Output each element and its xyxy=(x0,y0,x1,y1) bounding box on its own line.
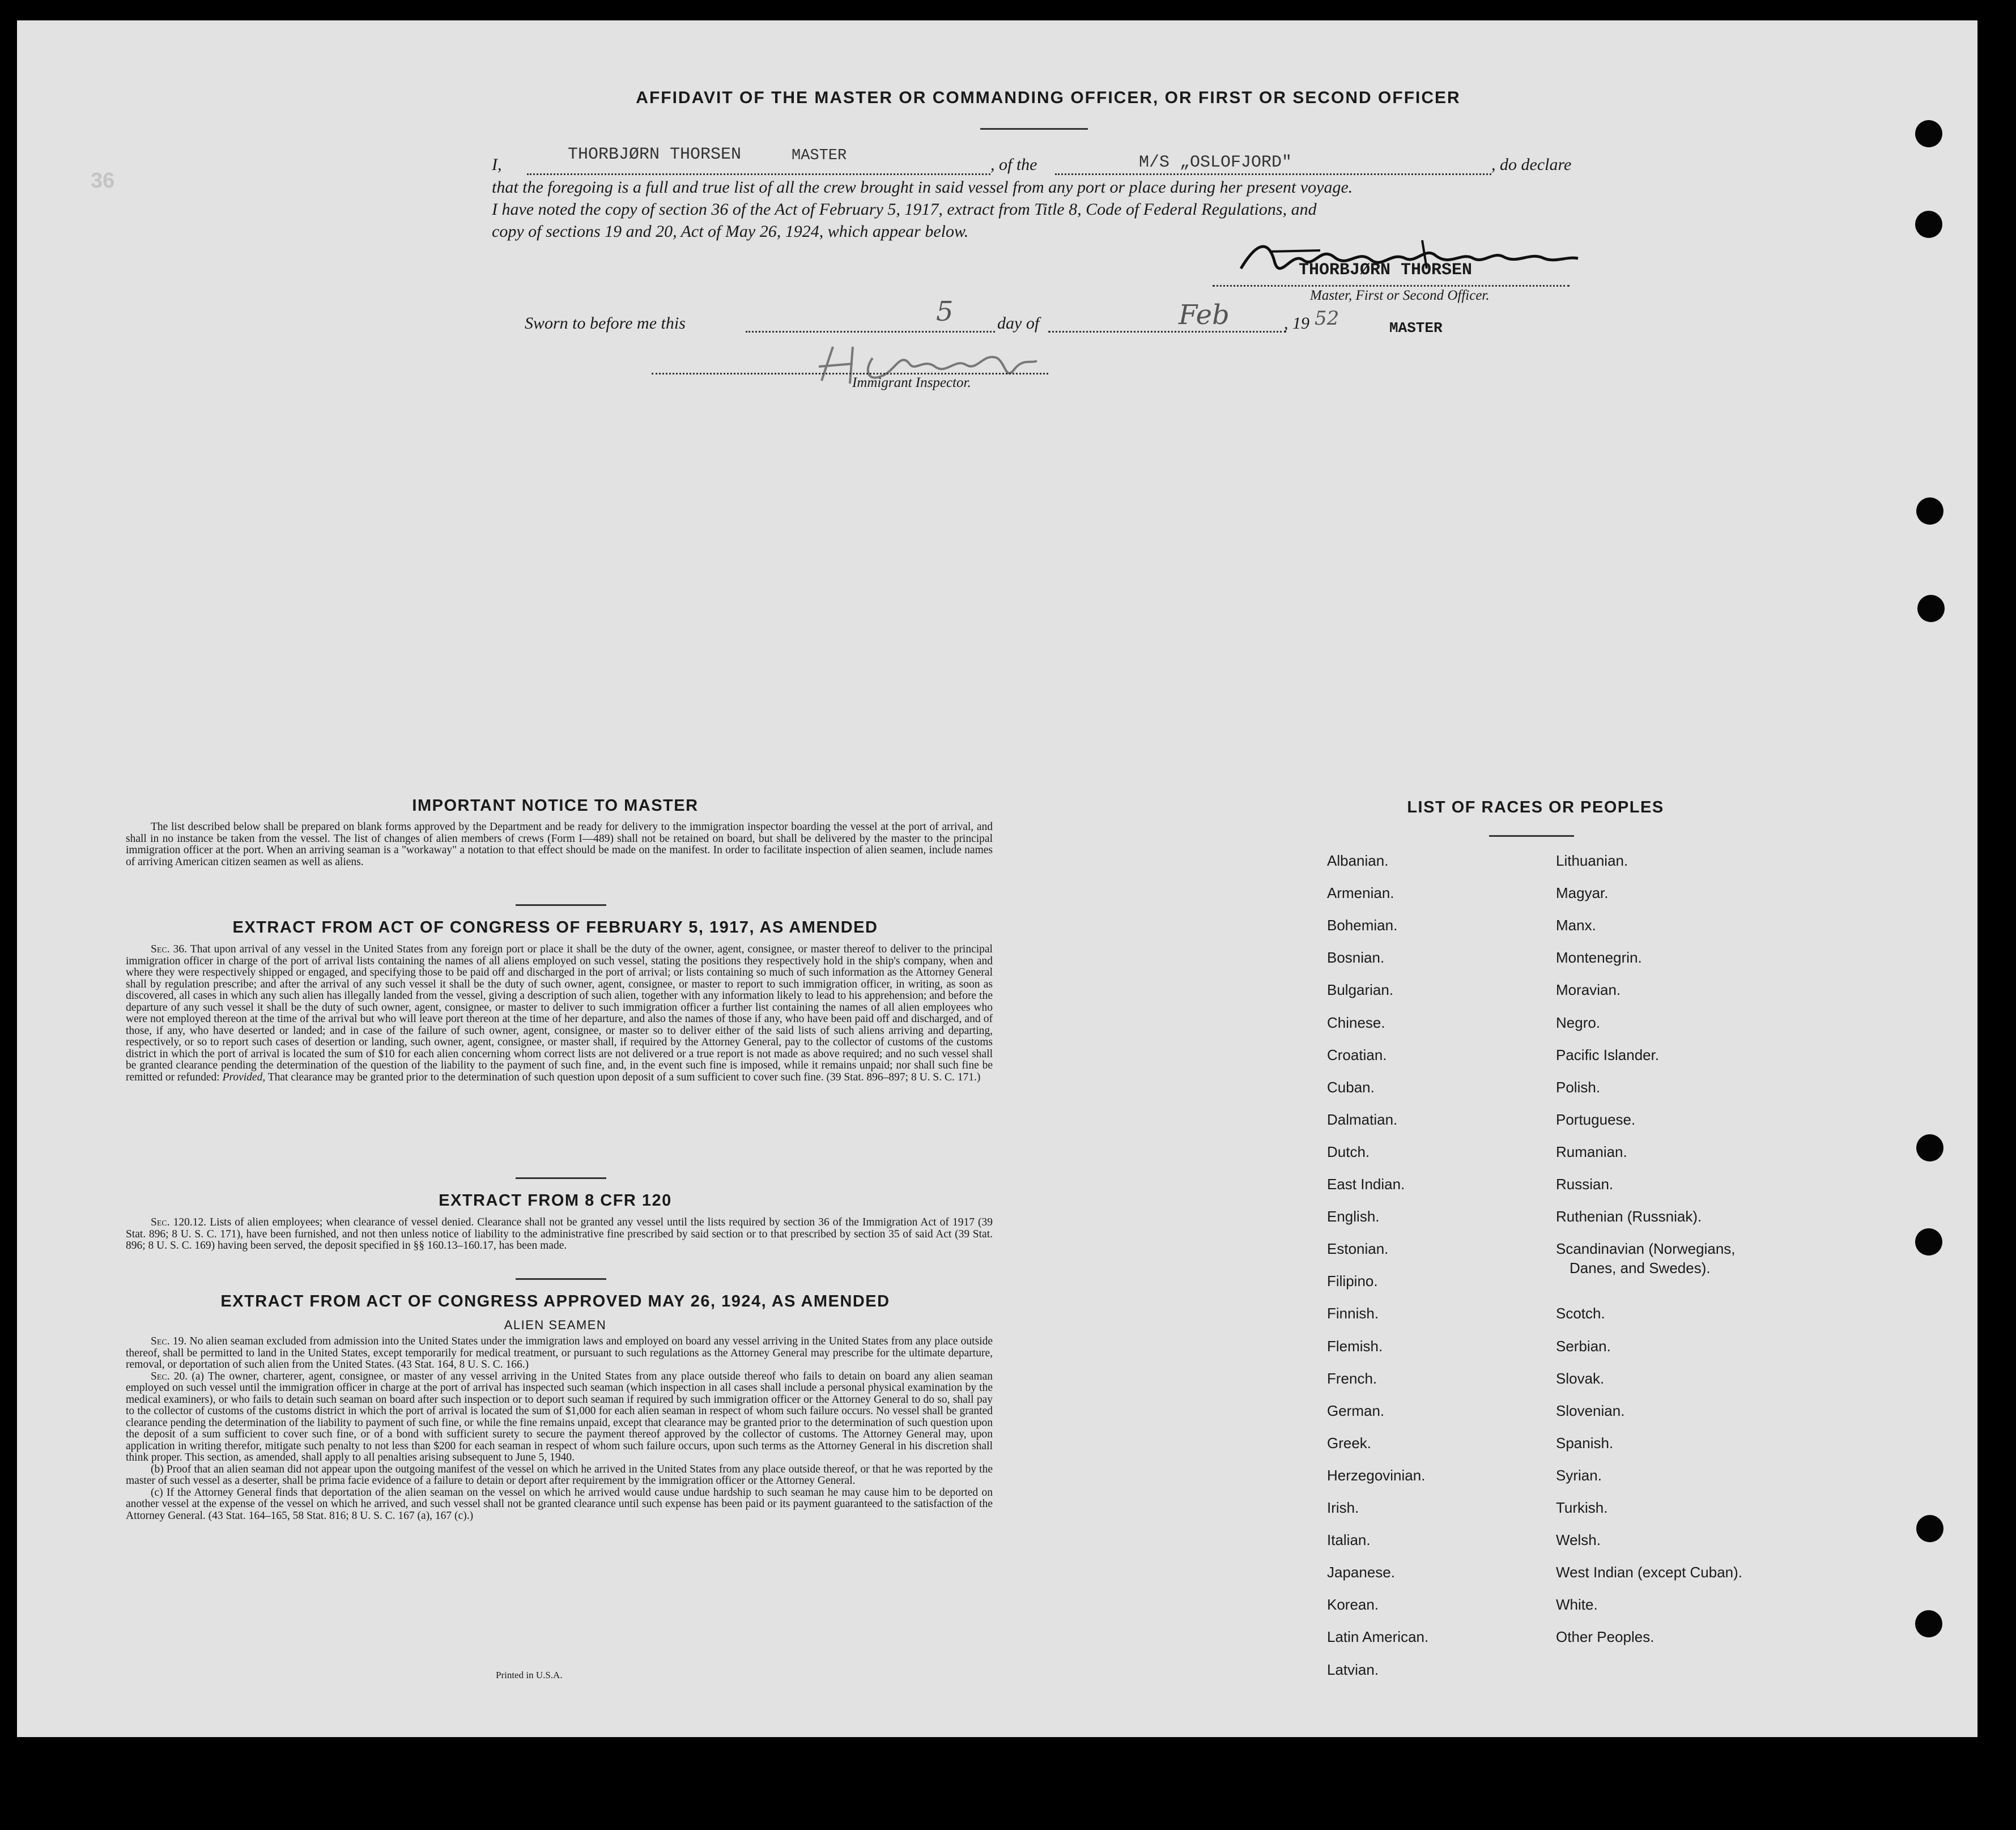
race-item: Irish. xyxy=(1327,1499,1359,1516)
race-item: Scotch. xyxy=(1556,1305,1605,1322)
race-item: Slovak. xyxy=(1556,1369,1605,1387)
race-item: Filipino. xyxy=(1327,1273,1378,1290)
race-item: Bulgarian. xyxy=(1327,981,1394,999)
race-item: Negro. xyxy=(1556,1014,1601,1031)
sec-36-text: That upon arrival of any vessel in the United States from any foreign port or place it shall be the duty of the owner, agent, consignee, or master thereof to deliver to the principal immigration officer in charge of the port of arrival lists containing the names of all aliens employed on such vessel, stating the positions they respectively hold in the ship's company, when and where they were respectively shipped or engaged, and specifying those to be paid off and discharged in the port of arrival; or lists containing so much of such information as the Attorney General shall by regulation prescribe; and after the arrival of any such vessel it shall be the duty of such owner, agent, consignee, or master to report to such immigration officer, in writing, as soon as discovered, all cases in which any such alien has illegally landed from the vessel, giving a description of such alien, together with any information likely to lead to his apprehension; and before the departure of any such vessel it shall be the duty of such owner, agent, consignee, or master to deliver to such immigration officer a further list containing the names of all alien employees who were not employed thereon at the time of the arrival but who will leave port thereon at the time of her departure, and also the names of those if any, who have been paid off and discharged, and of those, if any, who have deserted or landed; and in case of the failure of such owner, agent, consignee, or master so to deliver either of the said lists of such aliens arriving and departing, respectively, or so to report such cases of desertion or landing, such owner, agent, consignee, or master shall, if required by the Attorney General, pay to the collector of customs of the customs district in which the port of arrival is located the sum of $10 for each alien concerning whom correct lists are not delivered or a true report is not made as above required; and no such vessel shall be granted clearance pending the determination of the question of the liability to the payment of such fine, and, in the event such fine is imposed, while it remains unpaid; nor shall such fine be remitted or refunded: xyxy=(126,943,993,1083)
signature-dotted-line xyxy=(1213,285,1570,287)
sec-19-label: Sec. 19. xyxy=(151,1335,187,1347)
extract-1917-body xyxy=(126,944,993,1083)
sec-20c-text: (c) If the Attorney General finds that deportation of the alien seaman on the vessel on which he arrived would cause undue hardship to such seaman he may cause him to be deported on another vessel at the expense of the vessel on which he arrived, and such vessel shall not be granted clearance until such expense has been paid or its payment guaranteed to the satisfaction of the Attorney General. (43 Stat. 164–165, 58 Stat. 816; 8 U. S. C. 167 (a), 167 (c).) xyxy=(126,1486,993,1522)
race-item: Estonian. xyxy=(1327,1240,1389,1258)
race-item: Greek. xyxy=(1327,1434,1372,1452)
race-item: Albanian. xyxy=(1327,852,1389,869)
race-item: Italian. xyxy=(1327,1531,1371,1549)
binder-hole xyxy=(1916,1134,1943,1161)
notice-paragraph: The list described below shall be prepared on blank forms approved by the Department and be ready for delivery to the immigration inspector boarding the vessel at the port of arrival, and shall in no instance be taken from the vessel. The list of changes of alien members of crews (Form I—489) shall not be retained on board, but shall be delivered by the master to the principal immigration officer at the port. When an arriving seaman is a "workaway" a notation to that effect should be made on the manifest. In order to facilitate inspection of alien seamen, include names of arriving American citizen seamen as well as aliens. xyxy=(126,821,993,868)
divider-3 xyxy=(516,1278,606,1280)
sec-19-text: No alien seaman excluded from admission into the United States under the immigration laws and employed on board any vessel arriving in the United States from any place outside thereof, shall be permitted to land in the United States, except temporarily for medical treatment, or pursuant to such regulations as the Attorney General may prescribe for the ultimate departure, removal, or deportation of such alien from the United States. (43 Stat. 164, 8 U. S. C. 166.) xyxy=(126,1335,993,1371)
race-item: East Indian. xyxy=(1327,1176,1405,1193)
day-dotted-line xyxy=(746,331,995,333)
race-item: Dutch. xyxy=(1327,1143,1370,1160)
race-item: Other Peoples. xyxy=(1556,1628,1655,1646)
master-title-typed: MASTER xyxy=(792,147,847,164)
provided-text: Provided, xyxy=(222,1071,266,1083)
sec-36-text-end: That clearance may be granted prior to the determination of such question upon deposit of a sum sufficient to cover such fine. (39 Stat. 896–897; 8 U. S. C. 171.) xyxy=(267,1071,981,1083)
race-item: Japanese. xyxy=(1327,1564,1395,1581)
race-item: Cuban. xyxy=(1327,1078,1375,1096)
affidavit-line-3: I have noted the copy of section 36 of the Act of February 5, 1917, extract from Title 8, Code of Federal Regulations, and xyxy=(492,200,1317,219)
sec-20-label: Sec. 20. xyxy=(151,1370,188,1382)
vessel-typed: M/S „OSLOFJORD" xyxy=(1139,153,1292,172)
races-divider xyxy=(1489,835,1574,837)
race-item: Syrian. xyxy=(1556,1466,1602,1484)
extract-1924-body xyxy=(126,1336,993,1522)
race-item: Lithuanian. xyxy=(1556,852,1628,869)
vessel-dotted-line xyxy=(1055,173,1491,175)
race-item: Scandinavian (Norwegians, xyxy=(1556,1240,1736,1258)
race-item: Portuguese. xyxy=(1556,1110,1636,1128)
race-item: Russian. xyxy=(1556,1176,1614,1193)
binder-hole xyxy=(1915,1610,1942,1637)
binder-hole xyxy=(1915,120,1942,147)
extract-1917-title: EXTRACT FROM ACT OF CONGRESS OF FEBRUARY 5, 1917, AS AMENDED xyxy=(232,918,878,937)
extract-cfr-title: EXTRACT FROM 8 CFR 120 xyxy=(439,1191,672,1210)
affidavit-i: I, xyxy=(492,155,502,174)
affidavit-title: AFFIDAVIT OF THE MASTER OR COMMANDING OFFICER, OR FIRST OR SECOND OFFICER xyxy=(636,88,1461,107)
title-divider xyxy=(980,128,1088,130)
sworn-day: 5 xyxy=(936,296,954,327)
race-item: Latvian. xyxy=(1327,1661,1379,1678)
binder-hole xyxy=(1915,211,1942,238)
sworn-month: Feb xyxy=(1179,299,1230,331)
race-item: Serbian. xyxy=(1556,1337,1611,1355)
signature-caption: Master, First or Second Officer. xyxy=(1310,288,1490,303)
signature-name-typed: THORBJØRN THORSEN xyxy=(1299,261,1473,280)
binder-hole xyxy=(1917,595,1945,622)
race-item: Turkish. xyxy=(1556,1499,1608,1516)
race-item: Polish. xyxy=(1556,1078,1601,1096)
race-item: Finnish. xyxy=(1327,1305,1379,1322)
race-item: Montenegrin. xyxy=(1556,949,1642,967)
affidavit-line-4: copy of sections 19 and 20, Act of May 26, 1924, which appear below. xyxy=(492,222,969,241)
races-title: LIST OF RACES OR PEOPLES xyxy=(1407,798,1664,816)
day-of-text: day of xyxy=(997,314,1040,333)
affidavit-line-2: that the foregoing is a full and true list of all the crew brought in said vessel from any port or place during her present voyage. xyxy=(492,178,1353,197)
do-declare-text: , do declare xyxy=(1491,155,1572,174)
race-item: Dalmatian. xyxy=(1327,1110,1398,1128)
race-item: Armenian. xyxy=(1327,884,1394,902)
master-name-typed: THORBJØRN THORSEN xyxy=(568,145,742,164)
divider-1 xyxy=(516,904,606,906)
race-item: Bohemian. xyxy=(1327,917,1398,934)
inspector-dotted-line xyxy=(652,373,1048,374)
sec-36-label: Sec. 36. xyxy=(151,943,188,955)
month-dotted-line xyxy=(1048,331,1286,333)
race-item: Korean. xyxy=(1327,1596,1379,1614)
binder-hole xyxy=(1916,497,1943,525)
extract-1924-title: EXTRACT FROM ACT OF CONGRESS APPROVED MAY 26, 1924, AS AMENDED xyxy=(220,1292,890,1310)
alien-seamen-subtitle: ALIEN SEAMEN xyxy=(504,1318,607,1332)
race-item: Spanish. xyxy=(1556,1434,1614,1452)
document-page xyxy=(17,20,1977,1737)
race-item: White. xyxy=(1556,1596,1598,1614)
race-item: Slovenian. xyxy=(1556,1402,1625,1419)
race-item: Bosnian. xyxy=(1327,949,1385,967)
race-item: Pacific Islander. xyxy=(1556,1046,1660,1063)
notice-title: IMPORTANT NOTICE TO MASTER xyxy=(412,797,699,815)
race-item: Rumanian. xyxy=(1556,1143,1627,1160)
year-prefix: , 19 xyxy=(1284,314,1309,333)
race-item: Danes, and Swedes). xyxy=(1570,1259,1711,1277)
binder-hole xyxy=(1915,1228,1942,1256)
sec-20a-text: (a) The owner, charterer, agent, consignee, or master of any vessel arriving in the United States from any place outside thereof who fails to detain on board any alien seaman employed on such vessel until the immigration officer in charge at the port of arrival has inspected such seaman (which inspection in all cases shall include a personal physical examination by the medical examiners), or who fails to detain such seaman on board after such inspection or to deport such seaman if required by such immigration officer or the Attorney General to do so, shall pay to the collector of customs of the customs district in which the port of arrival is located the sum of $1,000 for each alien seaman in respect of whom such failure occurs. No vessel shall be granted clearance pending the determination of the liability to payment of such fine, or while the fine remains unpaid, except that clearance may be granted prior to the determination of such question upon the deposit of a sum sufficient to cover such fine, or of a bond with sufficient surety to secure the payment thereof approved by the collector of customs. The Attorney General may, upon application in writing therefor, mitigate such penalty to not less than $200 for each seaman in respect of whom such failure occurs, upon such terms as the Attorney General in his discretion shall think proper. This section, as amended, shall apply to all penalties arising subsequent to June 5, 1940. xyxy=(126,1370,993,1463)
sec-20b-text: (b) Proof that an alien seaman did not appear upon the outgoing manifest of the vessel on which he arrived in the United States from any place outside thereof, or that he was reported by the master of such vessel as a deserter, shall be prima facie evidence of a failure to detain or deport after requirement by the immigration officer or the Attorney General. xyxy=(126,1463,993,1487)
sec-120-text: Lists of alien employees; when clearance of vessel denied. Clearance shall not be granted any vessel until the lists required by section 36 of the Immigration Act of 1917 (39 Stat. 896; 8 U. S. C. 171), have been furnished, and not then unless notice of liability to the administrative fine prescribed by said section or to that prescribed by section 35 of said Act (39 Stat. 896; 8 U. S. C. 169) having been served, the deposit specified in §§ 160.13–160.17, has been made. xyxy=(126,1216,993,1252)
race-item: West Indian (except Cuban). xyxy=(1556,1564,1743,1581)
race-item: French. xyxy=(1327,1369,1377,1387)
name-dotted-line xyxy=(527,173,990,175)
race-item: Ruthenian (Russniak). xyxy=(1556,1208,1702,1225)
master-stamp: MASTER xyxy=(1389,320,1443,337)
race-item: Herzegovinian. xyxy=(1327,1466,1426,1484)
race-item: Magyar. xyxy=(1556,884,1609,902)
binder-hole xyxy=(1916,1515,1943,1542)
race-item: Moravian. xyxy=(1556,981,1621,999)
margin-mark: 36 xyxy=(91,169,115,193)
of-the-text: , of the xyxy=(990,155,1037,174)
divider-2 xyxy=(516,1177,606,1179)
sec-120-label: Sec. 120.12. xyxy=(151,1216,207,1228)
race-item: Chinese. xyxy=(1327,1014,1385,1031)
race-item: German. xyxy=(1327,1402,1385,1419)
race-item: English. xyxy=(1327,1208,1380,1225)
extract-cfr-body xyxy=(126,1217,993,1252)
sworn-text: Sworn to before me this xyxy=(525,314,686,333)
year-suffix: 52 xyxy=(1315,307,1339,330)
inspector-caption: Immigrant Inspector. xyxy=(852,375,971,390)
race-item: Manx. xyxy=(1556,917,1596,934)
race-item: Welsh. xyxy=(1556,1531,1601,1549)
race-item: Croatian. xyxy=(1327,1046,1387,1063)
notice-body xyxy=(126,822,993,868)
race-item: Latin American. xyxy=(1327,1628,1429,1646)
race-item: Flemish. xyxy=(1327,1337,1383,1355)
printed-in-usa: Printed in U.S.A. xyxy=(496,1670,563,1680)
